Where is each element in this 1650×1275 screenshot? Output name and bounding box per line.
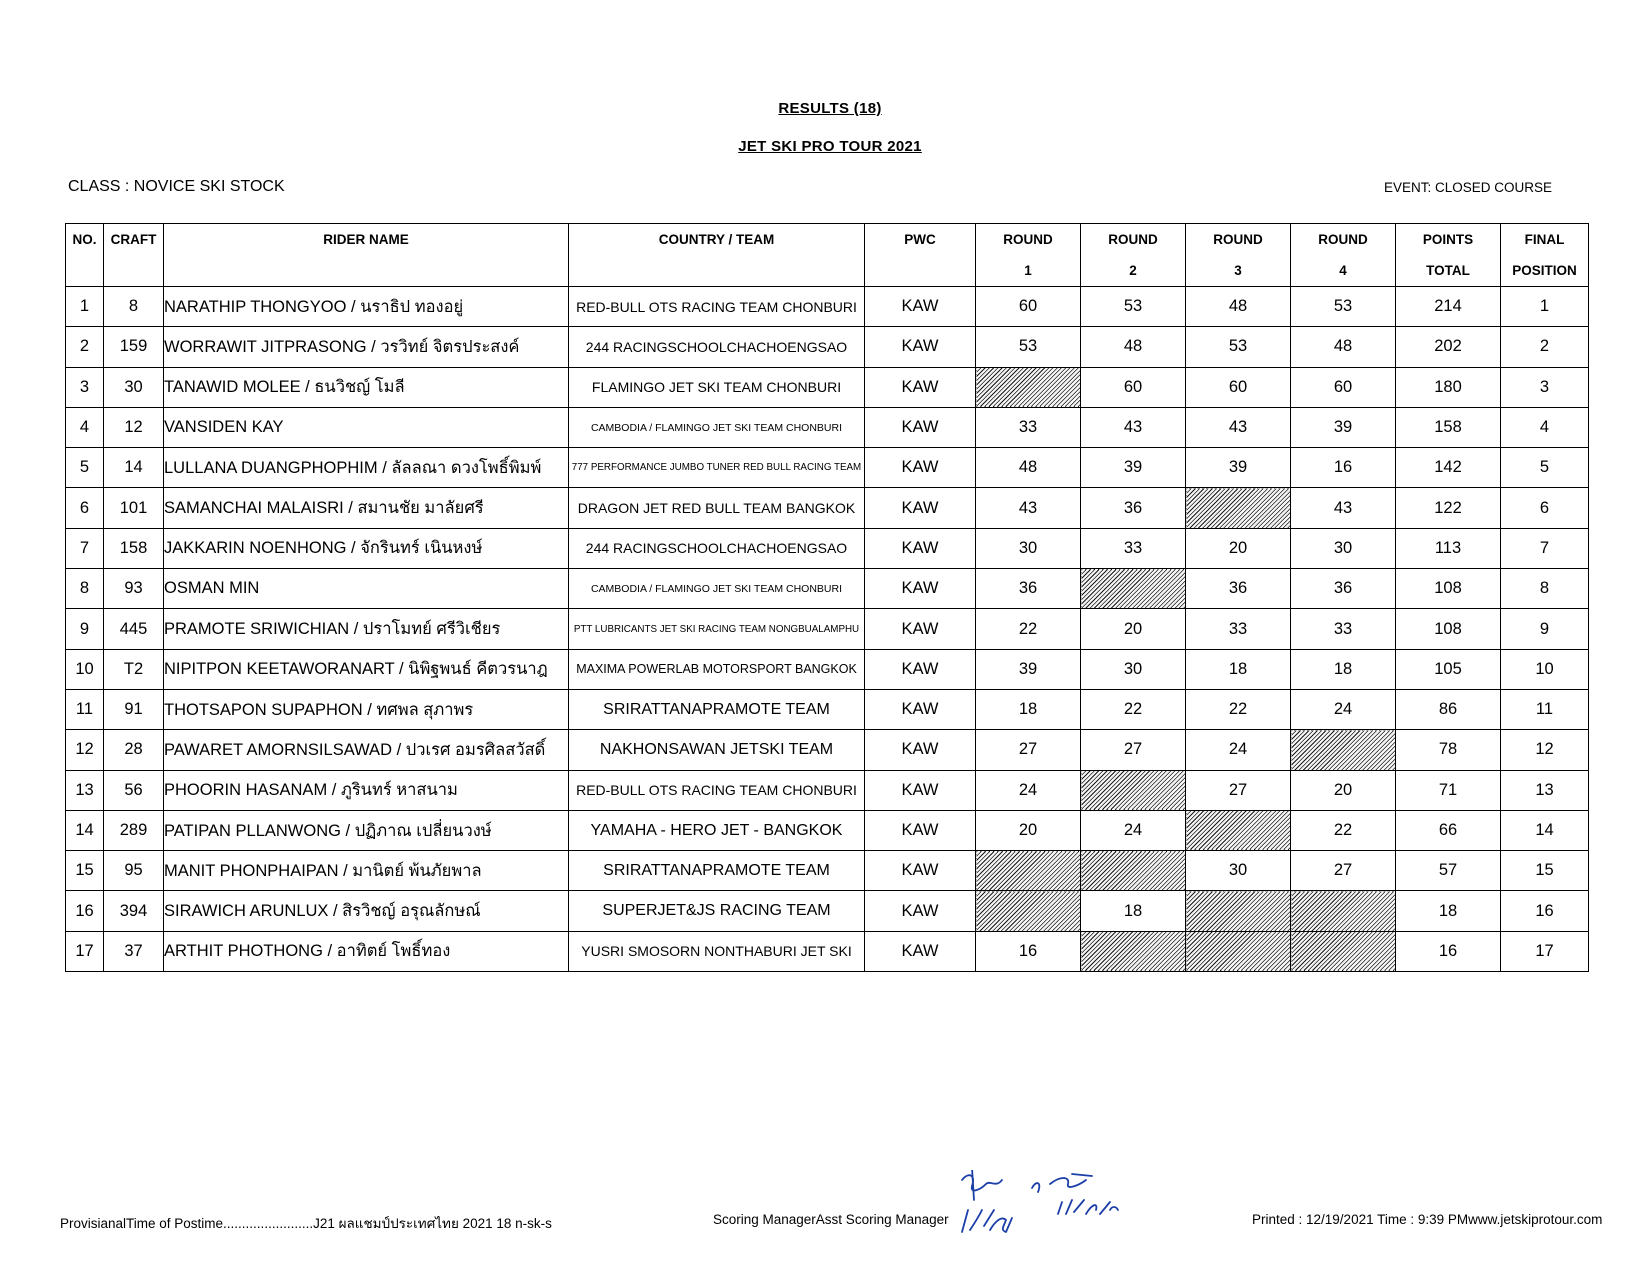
table-row	[66, 931, 1589, 971]
cell-round-2: 43	[1081, 407, 1186, 447]
cell-points-total: 108	[1396, 569, 1501, 609]
cell-round-1: 33	[976, 407, 1081, 447]
table-row	[66, 810, 1589, 850]
cell-round-2: 20	[1081, 609, 1186, 649]
cell-round-1: 16	[976, 931, 1081, 971]
signature-2-mark	[1032, 1174, 1092, 1192]
cell-round-3: 18	[1186, 649, 1291, 689]
table-row	[66, 649, 1589, 689]
cell-round-3: 60	[1186, 367, 1291, 407]
cell-round-4: 39	[1291, 407, 1396, 447]
cell-craft: 93	[104, 569, 164, 609]
cell-round-2: 22	[1081, 689, 1186, 729]
table-row	[66, 851, 1589, 891]
cell-no: 9	[66, 609, 104, 649]
cell-no: 1	[66, 287, 104, 327]
signature-1-mark	[962, 1175, 1002, 1190]
cell-rider: SAMANCHAI MALAISRI / สมานชัย มาลัยศรี	[164, 488, 569, 528]
cell-team: YUSRI SMOSORN NONTHABURI JET SKI	[569, 931, 865, 971]
footer-provisional: ProvisianalTime of Postime........................J21 ผลแชมป์ประเทศไทย 2021 18 n-sk-s	[60, 1216, 552, 1231]
cell-craft: 101	[104, 488, 164, 528]
cell-final-position: 10	[1501, 649, 1589, 689]
col-header-final-position: FINAL POSITION	[1501, 224, 1589, 287]
cell-team: CAMBODIA / FLAMINGO JET SKI TEAM CHONBURI	[569, 407, 865, 447]
cell-team: NAKHONSAWAN JETSKI TEAM	[569, 730, 865, 770]
cell-pwc: KAW	[865, 730, 976, 770]
cell-points-total: 113	[1396, 528, 1501, 568]
cell-no: 12	[66, 730, 104, 770]
cell-round-1: 18	[976, 689, 1081, 729]
cell-craft: 289	[104, 810, 164, 850]
col-header-no: NO.	[66, 224, 104, 287]
cell-rider: THOTSAPON SUPAPHON / ทศพล สุภาพร	[164, 689, 569, 729]
cell-points-total: 202	[1396, 327, 1501, 367]
cell-round-4: 36	[1291, 569, 1396, 609]
cell-craft: 445	[104, 609, 164, 649]
cell-craft: 91	[104, 689, 164, 729]
cell-craft: 12	[104, 407, 164, 447]
cell-round-2: 33	[1081, 528, 1186, 568]
cell-pwc: KAW	[865, 569, 976, 609]
col-header-pwc: PWC	[865, 224, 976, 287]
cell-rider: WORRAWIT JITPRASONG / วรวิทย์ จิตรประสงค์	[164, 327, 569, 367]
cell-round-4: 27	[1291, 851, 1396, 891]
cell-final-position: 15	[1501, 851, 1589, 891]
table-row	[66, 367, 1589, 407]
cell-round-2: 39	[1081, 448, 1186, 488]
cell-round-1: 48	[976, 448, 1081, 488]
cell-points-total: 122	[1396, 488, 1501, 528]
cell-craft: 158	[104, 528, 164, 568]
cell-no: 2	[66, 327, 104, 367]
cell-round-2: 48	[1081, 327, 1186, 367]
cell-rider: MANIT PHONPHAIPAN / มานิตย์ พ้นภัยพาล	[164, 851, 569, 891]
cell-round-3: 24	[1186, 730, 1291, 770]
cell-rider: NIPITPON KEETAWORANART / นิพิฐพนธ์ คีตวรนาฎ	[164, 649, 569, 689]
cell-round-4: 30	[1291, 528, 1396, 568]
col-header-round-1: ROUND 1	[976, 224, 1081, 287]
cell-points-total: 105	[1396, 649, 1501, 689]
cell-final-position: 3	[1501, 367, 1589, 407]
cell-round-2: 30	[1081, 649, 1186, 689]
cell-round-1: 27	[976, 730, 1081, 770]
cell-craft: 56	[104, 770, 164, 810]
footer-printed: Printed : 12/19/2021 Time : 9:39 PMwww.jetskiprotour.com	[1252, 1212, 1603, 1227]
cell-rider: TANAWID MOLEE / ธนวิชญ์ โมลี	[164, 367, 569, 407]
event-label: EVENT: CLOSED COURSE	[1383, 180, 1552, 195]
cell-points-total: 57	[1396, 851, 1501, 891]
cell-round-3: 48	[1186, 287, 1291, 327]
table-row	[66, 689, 1589, 729]
cell-team: SRIRATTANAPRAMOTE TEAM	[569, 689, 865, 729]
cell-team: 244 RACINGSCHOOLCHACHOENGSAO	[569, 528, 865, 568]
cell-team: RED-BULL OTS RACING TEAM CHONBURI	[569, 770, 865, 810]
cell-round-1: 60	[976, 287, 1081, 327]
cell-team: SRIRATTANAPRAMOTE TEAM	[569, 851, 865, 891]
cell-round-1: 30	[976, 528, 1081, 568]
cell-no: 17	[66, 931, 104, 971]
table-row	[66, 488, 1589, 528]
table-header-row	[66, 224, 1589, 287]
cell-no: 8	[66, 569, 104, 609]
cell-no: 16	[66, 891, 104, 931]
cell-craft: 28	[104, 730, 164, 770]
cell-team: CAMBODIA / FLAMINGO JET SKI TEAM CHONBURI	[569, 569, 865, 609]
cell-rider: VANSIDEN KAY	[164, 407, 569, 447]
table-row	[66, 327, 1589, 367]
cell-pwc: KAW	[865, 770, 976, 810]
cell-no: 4	[66, 407, 104, 447]
cell-round-1-no-result	[976, 851, 1081, 891]
cell-points-total: 108	[1396, 609, 1501, 649]
cell-team: DRAGON JET RED BULL TEAM BANGKOK	[569, 488, 865, 528]
handwritten-signatures	[960, 1170, 1160, 1250]
cell-no: 5	[66, 448, 104, 488]
cell-round-3: 33	[1186, 609, 1291, 649]
cell-pwc: KAW	[865, 488, 976, 528]
table-row	[66, 891, 1589, 931]
cell-round-1: 43	[976, 488, 1081, 528]
footer-scoring-managers: Scoring ManagerAsst Scoring Manager	[713, 1212, 949, 1227]
cell-round-2: 36	[1081, 488, 1186, 528]
cell-no: 13	[66, 770, 104, 810]
table-row	[66, 609, 1589, 649]
page-subtitle: JET SKI PRO TOUR 2021	[738, 138, 922, 155]
col-header-craft: CRAFT	[104, 224, 164, 287]
col-header-points-total: POINTS TOTAL	[1396, 224, 1501, 287]
cell-round-1: 36	[976, 569, 1081, 609]
cell-craft: 159	[104, 327, 164, 367]
cell-rider: JAKKARIN NOENHONG / จักรินทร์ เนินหงษ์	[164, 528, 569, 568]
cell-round-4: 24	[1291, 689, 1396, 729]
signature-2-date	[1058, 1200, 1118, 1214]
cell-no: 3	[66, 367, 104, 407]
cell-no: 15	[66, 851, 104, 891]
cell-craft: 8	[104, 287, 164, 327]
cell-pwc: KAW	[865, 649, 976, 689]
cell-craft: T2	[104, 649, 164, 689]
cell-round-2-no-result	[1081, 931, 1186, 971]
cell-rider: NARATHIP THONGYOO / นราธิป ทองอยู่	[164, 287, 569, 327]
cell-final-position: 7	[1501, 528, 1589, 568]
cell-round-2: 24	[1081, 810, 1186, 850]
cell-rider: PHOORIN HASANAM / ภูรินทร์ หาสนาม	[164, 770, 569, 810]
cell-pwc: KAW	[865, 448, 976, 488]
cell-round-4: 16	[1291, 448, 1396, 488]
cell-round-1: 53	[976, 327, 1081, 367]
cell-points-total: 86	[1396, 689, 1501, 729]
cell-team: 244 RACINGSCHOOLCHACHOENGSAO	[569, 327, 865, 367]
cell-final-position: 12	[1501, 730, 1589, 770]
cell-round-2-no-result	[1081, 770, 1186, 810]
cell-round-3: 39	[1186, 448, 1291, 488]
cell-points-total: 78	[1396, 730, 1501, 770]
cell-round-2: 60	[1081, 367, 1186, 407]
cell-rider: PATIPAN PLLANWONG / ปฏิภาณ เปลี่ยนวงษ์	[164, 810, 569, 850]
col-header-round-2: ROUND 2	[1081, 224, 1186, 287]
cell-round-2-no-result	[1081, 851, 1186, 891]
cell-round-1-no-result	[976, 367, 1081, 407]
col-header-rider: RIDER NAME	[164, 224, 569, 287]
cell-pwc: KAW	[865, 851, 976, 891]
cell-points-total: 71	[1396, 770, 1501, 810]
cell-round-4: 43	[1291, 488, 1396, 528]
cell-rider: OSMAN MIN	[164, 569, 569, 609]
cell-round-1-no-result	[976, 891, 1081, 931]
cell-round-3-no-result	[1186, 891, 1291, 931]
cell-pwc: KAW	[865, 931, 976, 971]
table-row	[66, 528, 1589, 568]
cell-round-4-no-result	[1291, 730, 1396, 770]
cell-final-position: 16	[1501, 891, 1589, 931]
cell-craft: 14	[104, 448, 164, 488]
cell-final-position: 8	[1501, 569, 1589, 609]
cell-pwc: KAW	[865, 327, 976, 367]
cell-rider: PRAMOTE SRIWICHIAN / ปราโมทย์ ศรีวิเชียร	[164, 609, 569, 649]
cell-pwc: KAW	[865, 367, 976, 407]
cell-pwc: KAW	[865, 689, 976, 729]
cell-round-3: 22	[1186, 689, 1291, 729]
cell-craft: 95	[104, 851, 164, 891]
cell-round-2-no-result	[1081, 569, 1186, 609]
cell-round-3: 20	[1186, 528, 1291, 568]
cell-final-position: 9	[1501, 609, 1589, 649]
cell-final-position: 2	[1501, 327, 1589, 367]
cell-pwc: KAW	[865, 891, 976, 931]
table-row	[66, 448, 1589, 488]
cell-team: SUPERJET&JS RACING TEAM	[569, 891, 865, 931]
cell-round-3: 27	[1186, 770, 1291, 810]
cell-rider: ARTHIT PHOTHONG / อาทิตย์ โพธิ์ทอง	[164, 931, 569, 971]
cell-rider: PAWARET AMORNSILSAWAD / ปวเรศ อมรศิลสวัสดิ์	[164, 730, 569, 770]
cell-final-position: 14	[1501, 810, 1589, 850]
results-table	[65, 223, 1589, 972]
cell-team: 777 PERFORMANCE JUMBO TUNER RED BULL RACING TEAM	[569, 448, 865, 488]
cell-round-3: 30	[1186, 851, 1291, 891]
cell-final-position: 13	[1501, 770, 1589, 810]
cell-final-position: 5	[1501, 448, 1589, 488]
cell-round-4-no-result	[1291, 891, 1396, 931]
cell-points-total: 158	[1396, 407, 1501, 447]
cell-round-4: 18	[1291, 649, 1396, 689]
cell-round-3-no-result	[1186, 488, 1291, 528]
cell-team: RED-BULL OTS RACING TEAM CHONBURI	[569, 287, 865, 327]
cell-final-position: 11	[1501, 689, 1589, 729]
cell-round-4: 60	[1291, 367, 1396, 407]
cell-no: 14	[66, 810, 104, 850]
cell-round-2: 27	[1081, 730, 1186, 770]
table-row	[66, 730, 1589, 770]
cell-round-1: 22	[976, 609, 1081, 649]
cell-round-4: 20	[1291, 770, 1396, 810]
cell-round-1: 39	[976, 649, 1081, 689]
cell-team: YAMAHA - HERO JET - BANGKOK	[569, 810, 865, 850]
cell-pwc: KAW	[865, 528, 976, 568]
cell-pwc: KAW	[865, 609, 976, 649]
table-row	[66, 569, 1589, 609]
cell-round-3-no-result	[1186, 810, 1291, 850]
cell-pwc: KAW	[865, 407, 976, 447]
cell-round-3: 53	[1186, 327, 1291, 367]
cell-no: 7	[66, 528, 104, 568]
cell-round-4: 53	[1291, 287, 1396, 327]
signature-1-date	[962, 1210, 1012, 1232]
cell-points-total: 66	[1396, 810, 1501, 850]
col-header-team: COUNTRY / TEAM	[569, 224, 865, 287]
cell-team: PTT LUBRICANTS JET SKI RACING TEAM NONGBUALAMPHU	[569, 609, 865, 649]
cell-rider: LULLANA DUANGPHOPHIM / ลัลลณา ดวงโพธิ์พิมพ์	[164, 448, 569, 488]
cell-round-2: 18	[1081, 891, 1186, 931]
cell-points-total: 18	[1396, 891, 1501, 931]
cell-round-3: 36	[1186, 569, 1291, 609]
cell-final-position: 17	[1501, 931, 1589, 971]
cell-no: 10	[66, 649, 104, 689]
cell-round-1: 20	[976, 810, 1081, 850]
cell-points-total: 214	[1396, 287, 1501, 327]
cell-craft: 30	[104, 367, 164, 407]
cell-points-total: 16	[1396, 931, 1501, 971]
cell-no: 6	[66, 488, 104, 528]
cell-pwc: KAW	[865, 287, 976, 327]
cell-final-position: 4	[1501, 407, 1589, 447]
table-row	[66, 770, 1589, 810]
cell-points-total: 180	[1396, 367, 1501, 407]
cell-craft: 37	[104, 931, 164, 971]
table-row	[66, 287, 1589, 327]
cell-no: 11	[66, 689, 104, 729]
cell-pwc: KAW	[865, 810, 976, 850]
cell-team: MAXIMA POWERLAB MOTORSPORT BANGKOK	[569, 649, 865, 689]
cell-final-position: 6	[1501, 488, 1589, 528]
cell-team: FLAMINGO JET SKI TEAM CHONBURI	[569, 367, 865, 407]
cell-rider: SIRAWICH ARUNLUX / สิรวิชญ์ อรุณลักษณ์	[164, 891, 569, 931]
cell-round-4: 48	[1291, 327, 1396, 367]
cell-craft: 394	[104, 891, 164, 931]
col-header-round-4: ROUND 4	[1291, 224, 1396, 287]
cell-round-4-no-result	[1291, 931, 1396, 971]
cell-round-3-no-result	[1186, 931, 1291, 971]
cell-round-2: 53	[1081, 287, 1186, 327]
signature-1-stroke	[972, 1170, 974, 1200]
cell-final-position: 1	[1501, 287, 1589, 327]
class-label: CLASS : NOVICE SKI STOCK	[68, 178, 285, 195]
cell-points-total: 142	[1396, 448, 1501, 488]
cell-round-1: 24	[976, 770, 1081, 810]
cell-round-4: 22	[1291, 810, 1396, 850]
cell-round-3: 43	[1186, 407, 1291, 447]
page-title: RESULTS (18)	[778, 100, 882, 117]
table-row	[66, 407, 1589, 447]
col-header-round-3: ROUND 3	[1186, 224, 1291, 287]
cell-round-4: 33	[1291, 609, 1396, 649]
